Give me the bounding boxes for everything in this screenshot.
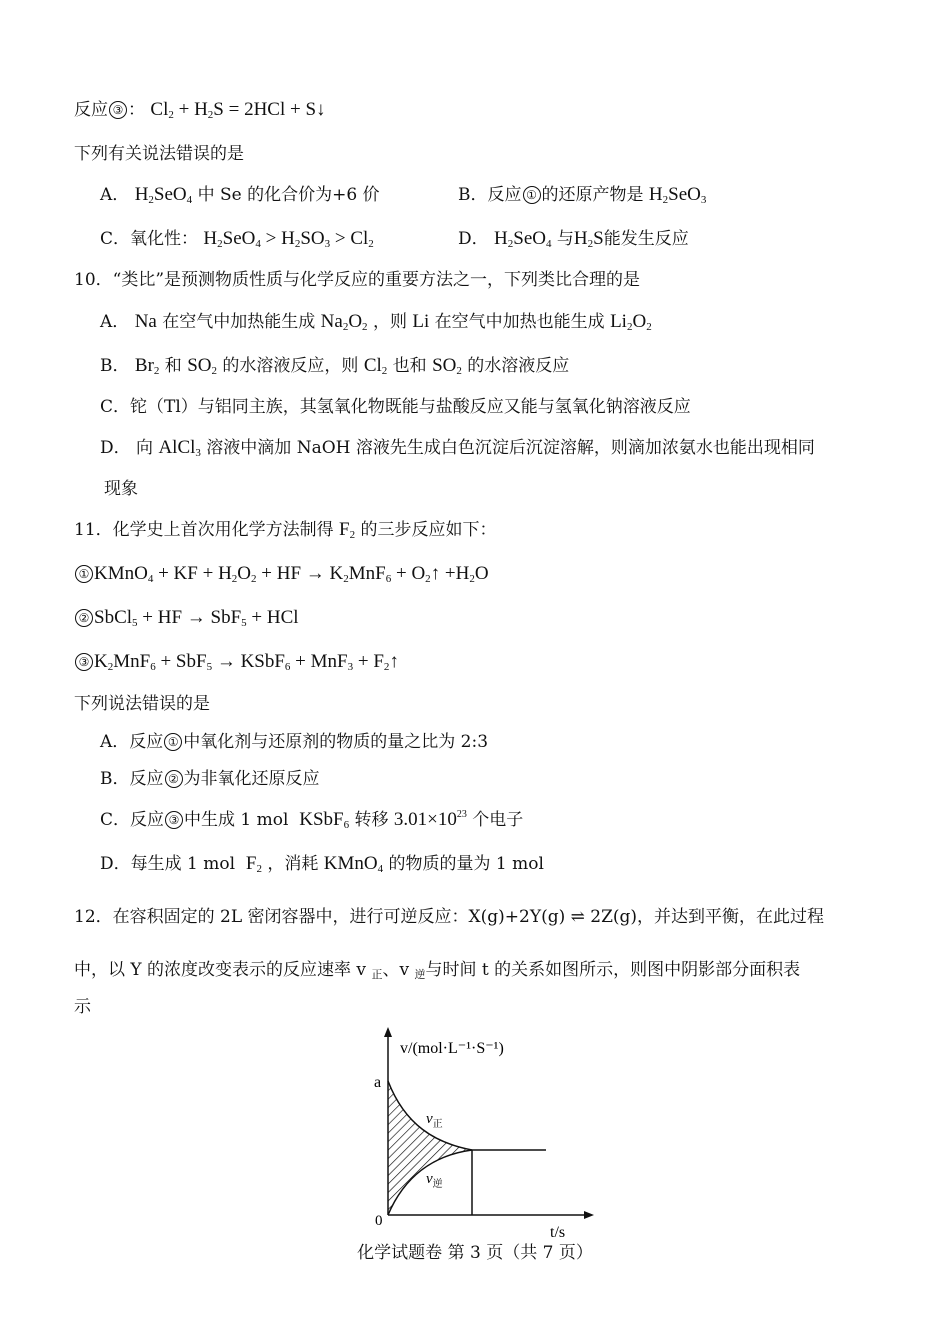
option-text: 反应 [129, 769, 164, 789]
x-axis-arrow [584, 1211, 594, 1219]
q11-option-a[interactable] [100, 730, 488, 754]
option-text: 的还原产物是 [541, 185, 644, 205]
q12-line-1: 12．在容积固定的 2L 密闭容器中，进行可逆反应：X(g)+2Y(g) ⇌ 2Z(g)，并达到平衡，在此过程 [74, 907, 825, 927]
formula: $H_2SeO_3$ [648, 184, 707, 206]
q11-stem: 11．化学史上首次用化学方法制得 $F_2$ 的三步反应如下： [74, 519, 497, 541]
q9-option-c[interactable] [100, 227, 374, 251]
option-text: 中氧化剂与还原剂的物质的量之比为 2:3 [183, 732, 489, 752]
reverse-rate-label: $v_逆$ [426, 1171, 443, 1190]
option-text: 能发生反应 [603, 229, 689, 249]
option-label: D． [100, 854, 131, 874]
option-text: 铊（Tl）与铝同主族，其氢氧化物既能与盐酸反应又能与氢氧化钠溶液反应 [130, 397, 691, 417]
q11-question: 下列说法错误的是 [74, 694, 210, 714]
option-text: Na 在空气中加热能生成 $Na_2O_2$ ，则 Li 在空气中加热也能生成 $Li_2O_2$ [134, 311, 652, 333]
formula: $H_2SeO_4$ [494, 228, 552, 250]
option-label: B． [100, 356, 130, 376]
option-label: C． [100, 229, 131, 249]
option-label: A． [100, 185, 130, 205]
option-text: 反应 [487, 185, 522, 205]
formula: $H_2SeO_4$ [134, 184, 193, 206]
option-text: 与 [556, 229, 574, 249]
circle-number: ② [165, 770, 183, 788]
formula: $H_2S$ [573, 228, 604, 250]
option-text: 每生成 1 mol $F_2$ ，消耗 KMnO$_4$ 的物质的量为 1 mol [130, 853, 544, 875]
reaction-3-prefix: 反应 [74, 100, 108, 120]
q12-line-3: 示 [74, 997, 91, 1017]
reaction-3-equation: $Cl_2 + H_2S = 2HCl$ + S↓ [150, 99, 326, 121]
forward-rate-label: $v_正$ [426, 1111, 443, 1130]
option-label: D． [458, 229, 489, 249]
option-label: C． [100, 810, 131, 830]
circle-number: ③ [109, 101, 127, 119]
option-label: A． [100, 312, 130, 332]
q9-stem: 下列有关说法错误的是 [74, 144, 244, 164]
q10-option-a[interactable] [100, 310, 652, 334]
circle-number: ① [523, 186, 541, 204]
q9-option-a[interactable] [100, 183, 380, 207]
q11-option-c[interactable] [100, 808, 523, 832]
graph-svg [360, 1025, 600, 1240]
q9-option-d[interactable] [458, 227, 689, 251]
q11-option-b[interactable] [100, 767, 320, 791]
q12-line-2: 中，以 Y 的浓度改变表示的反应速率 v $_正$、v $_逆$与时间 t 的关系如图所示，则图中阴影部分面积表 [74, 960, 801, 981]
q11-reaction-3 [74, 650, 399, 674]
y-axis-label: v/(mol·L⁻¹·S⁻¹) [400, 1040, 504, 1057]
circle-number: ① [164, 733, 182, 751]
page-footer: 化学试题卷 第 3 页（共 7 页） [357, 1243, 593, 1263]
x-axis-label: t/s [550, 1224, 566, 1240]
option-text: 氧化性： [130, 229, 199, 249]
option-text: $Br_2$ 和 $SO_2$ 的水溶液反应，则 $Cl_2$ 也和 $SO_2$ 的水溶液反应 [134, 355, 570, 377]
option-label: A． [100, 732, 130, 752]
option-text: 中 Se 的化合价为+6 价 [197, 185, 380, 205]
equation: $K_2MnF_6 + SbF_5$ → KSbF$_6$ + $MnF_3 + F_2↑$ [94, 651, 399, 673]
y-axis-arrow [384, 1027, 392, 1037]
q9-option-b[interactable] [458, 183, 706, 207]
q11-option-d[interactable] [100, 852, 544, 876]
rate-time-graph [360, 1025, 600, 1240]
q10-option-d-cont: 现象 [104, 479, 138, 499]
option-label: C． [100, 397, 131, 417]
option-text: 反应 [130, 810, 165, 830]
option-text: 反应 [129, 732, 164, 752]
q10-option-d[interactable] [100, 436, 815, 460]
formula: $H_2SeO_4 > H_2SO_3 > Cl_2$ [203, 228, 374, 250]
q10-option-c[interactable] [100, 395, 691, 419]
origin-label: 0 [375, 1213, 383, 1229]
q11-reaction-1 [74, 562, 489, 586]
equation: SbCl$_5$ + HF → SbF$_5$ + HCl [94, 607, 299, 629]
option-label: B． [458, 185, 488, 205]
option-text: 为非氧化还原反应 [183, 769, 320, 789]
reaction-3-line [74, 98, 326, 122]
circle-number: ③ [75, 653, 93, 671]
shaded-area [388, 1081, 472, 1215]
q10-stem: 10．“类比”是预测物质性质与化学反应的重要方法之一，下列类比合理的是 [74, 270, 641, 290]
a-label: a [374, 1074, 382, 1091]
q11-reaction-2 [74, 606, 299, 630]
option-text: 向 AlCl$_3$ 溶液中滴加 NaOH 溶液先生成白色沉淀后沉淀溶解，则滴加浓氨水也能出现相同 [136, 437, 815, 459]
option-text: 中生成 1 mol KSbF$_6$ 转移 $3.01\times 10^{23}$ 个电子 [184, 809, 524, 831]
circle-number: ③ [165, 811, 183, 829]
separator: ： [128, 100, 145, 120]
equation: KMnO$_4$ + KF + $H_2O_2$ + HF → $K_2MnF_6$ + $O_2↑ +H_2O$ [94, 563, 489, 585]
q10-option-b[interactable] [100, 354, 569, 378]
circle-number: ② [75, 609, 93, 627]
option-label: D． [100, 438, 131, 458]
circle-number: ① [75, 565, 93, 583]
option-label: B． [100, 769, 130, 789]
